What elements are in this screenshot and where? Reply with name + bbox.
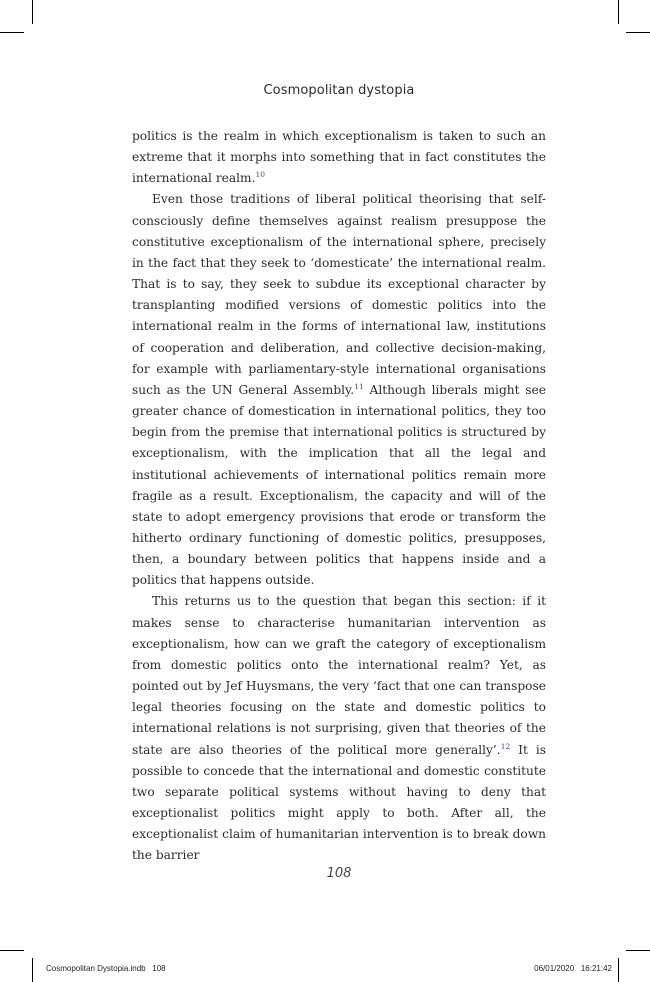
paragraph-1 bbox=[132, 126, 546, 189]
paragraph-text: It is possible to concede that the international and domestic constitute two separate political systems without having to deny that exceptionalist politics might apply to both. After all, the exceptionalist claim of humanitarian intervention is to break down the barrier bbox=[132, 742, 546, 863]
paragraph-text: This returns us to the question that began this section: if it makes sense to characterise humanitarian intervention as exceptionalism, how can we graft the category of exceptionalism from domestic politics onto the international realm? Yet, as pointed out by Jef Huysmans, the very ‘fact that one can transpose legal theories focusing on the state and domestic politics to international relations is not surprising, given that theories of the state are also theories of the political more generally’. bbox=[132, 594, 546, 757]
footnote-ref-10[interactable]: 10 bbox=[255, 170, 265, 180]
page-number: 108 bbox=[326, 866, 352, 881]
paragraph-3 bbox=[132, 591, 546, 866]
footnote-ref-12[interactable]: 12 bbox=[500, 741, 511, 751]
crop-mark-bottom-left-horizontal bbox=[0, 950, 24, 951]
paragraph-2 bbox=[132, 189, 546, 591]
slug-datetime: 06/01/2020 16:21:42 bbox=[534, 964, 612, 973]
body-text bbox=[132, 126, 546, 866]
slug-file-name: Cosmopolitan Dystopia.indb 108 bbox=[46, 964, 166, 973]
crop-mark-bottom-right-horizontal bbox=[626, 950, 650, 951]
paragraph-text: Even those traditions of liberal political theorising that self-consciously define themselves against realism presuppose the constitutive exceptionalism of the international sphere, precisely in the fact that they seek to ‘domesticate’ the international realm. That is to say, they seek to subdue its exceptional character by transplanting modified versions of domestic politics into the international realm in the forms of international law, institutions of cooperation and deliberation, and collective decision-making, for example with parliamentary-style international organisations such as the UN General Assembly. bbox=[132, 192, 546, 397]
running-head: Cosmopolitan dystopia bbox=[263, 83, 415, 98]
crop-mark-top-left-vertical bbox=[32, 0, 33, 24]
paragraph-text: Although liberals might see greater chance of domestication in international politics, they too begin from the premise that international politics is structured by exceptionalism, with the implication that all the legal and institutional achievements of international politics remain more fragile as a result. Exceptionalism, the capacity and will of the state to adopt emergency provisions that erode or transform the hitherto ordinary functioning of domestic politics, presupposes, then, a boundary between politics that happens inside and a politics that happens outside. bbox=[132, 382, 546, 588]
crop-mark-bottom-right-vertical bbox=[618, 958, 619, 982]
paragraph-text: politics is the realm in which exceptionalism is taken to such an extreme that it morphs into something that in fact constitutes the international realm. bbox=[132, 129, 546, 186]
crop-mark-top-right-vertical bbox=[618, 0, 619, 24]
crop-mark-top-right-horizontal bbox=[626, 32, 650, 33]
footnote-ref-11[interactable]: 11 bbox=[354, 381, 364, 391]
crop-mark-bottom-left-vertical bbox=[32, 958, 33, 982]
crop-mark-top-left-horizontal bbox=[0, 32, 24, 33]
